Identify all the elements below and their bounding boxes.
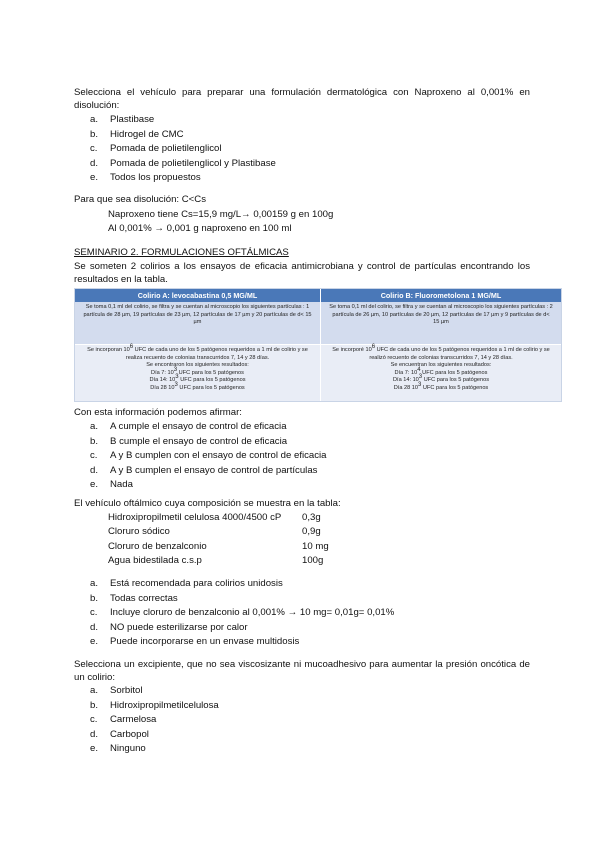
- seminar-intro: Se someten 2 colirios a los ensayos de eficacia antimicrobiana y control de partículas encontrando los resultados en la tabla.: [74, 261, 530, 285]
- component-amount: 0,9g: [302, 526, 321, 538]
- option-text: Sorbitol: [110, 685, 143, 696]
- option-text: Ninguno: [110, 743, 146, 754]
- option-marker: a.: [90, 685, 99, 696]
- option-marker: e.: [90, 172, 99, 183]
- b-day28: Día 28 $10^3$ UFC para los 5 patógenos: [393, 382, 489, 391]
- q1-calc-line-2: Al 0,001% → 0,001 g naproxeno en 100 ml: [108, 223, 292, 234]
- option-text: Está recomendada para colirios unidosis: [110, 578, 283, 589]
- a-day7: Día 7: $10^3$ UFC para los 5 patógenos: [151, 366, 244, 376]
- a-efficacy-method: Se incorporan $10^6$ UFC de cada uno de los 5 patógenos requeridos a 1 ml de colirio y se realiza recuento de colonias transcurridos 7, 14 y 28 días.: [87, 344, 308, 361]
- option-marker: a.: [90, 421, 99, 432]
- component-name: Cloruro de benzalconio: [108, 540, 207, 552]
- option-text: Hidroxipropilmetilcelulosa: [110, 699, 219, 711]
- option-text: B cumple el ensayo de control de eficacia: [110, 435, 288, 447]
- component-amount: 10 mg: [302, 540, 329, 552]
- a-day28: Día 28 $10^3$ UFC para los 5 patógenos: [150, 382, 245, 391]
- option-marker: b.: [90, 128, 99, 140]
- table-header-a: Colirio A: levocabastina 0,5 MG/ML: [75, 289, 320, 302]
- option-text: Pomada de polietilenglicol: [110, 143, 222, 154]
- option-marker: e.: [90, 479, 99, 490]
- option-text: Todos los propuestos: [110, 172, 201, 183]
- q2-question: Con esta información podemos afirmar:: [74, 407, 242, 418]
- option-text: Hidrogel de CMC: [110, 128, 184, 140]
- q3-question: El vehículo oftálmico cuya composición se muestra en la tabla:: [74, 498, 341, 509]
- option-text: Todas correctas: [110, 592, 178, 604]
- table-cell-b-efficacy: [321, 345, 561, 401]
- option-text: A y B cumplen con el ensayo de control de eficacia: [110, 450, 327, 461]
- option-marker: c.: [90, 607, 98, 618]
- component-name: Cloruro sódico: [108, 526, 170, 538]
- option-text: Carmelosa: [110, 714, 157, 725]
- b-day14: Día 14: $10^3$ UFC para los 5 patógenos: [392, 374, 489, 384]
- option-marker: e.: [90, 743, 99, 754]
- section-heading: SEMINARIO 2. FORMULACIONES OFTÁLMICAS: [74, 247, 289, 258]
- b-efficacy-method: Se incorporé $10^6$ UFC de cada uno de los 5 patógenos requeridos a 1 ml de colirio y se realizó recuento de colonias transcurridos 7, 14 y 28 días.: [332, 344, 550, 361]
- option-marker: c.: [90, 143, 98, 154]
- table-cell-b-particles: Se toma 0,1 ml del colirio, se filtra y se cuentan al microscopio los siguientes partículas : 2 partícula de 26 µm, 10 partículas de 20 µm, 12 partículas de 17 µm y 9 partículas de d< 15 µm: [321, 302, 561, 344]
- component-amount: 0,3g: [302, 512, 321, 523]
- table-divider: [320, 289, 321, 401]
- a-found: Se encontraron los siguientes resultados:: [146, 362, 249, 369]
- option-marker: b.: [90, 699, 99, 711]
- b-day7: Día 7: $10^4$ UFC para los 5 patógenos: [394, 366, 488, 376]
- option-text: Pomada de polietilenglicol y Plastibase: [110, 157, 276, 169]
- option-text: Carbopol: [110, 728, 149, 740]
- option-text: Puede incorporarse en un envase multidosis: [110, 636, 300, 647]
- table-cell-a-particles: Se toma 0,1 ml del colirio, se filtra y se cuentan al microscopio los siguientes partículas : 1 partícula de 28 µm, 19 partículas de 23 µm, 12 partículas de 17 µm y 20 partículas de d< 15 µm: [75, 302, 320, 344]
- component-amount: 100g: [302, 555, 324, 567]
- option-marker: d.: [90, 728, 99, 740]
- option-marker: d.: [90, 464, 99, 476]
- option-marker: e.: [90, 636, 99, 647]
- component-name: Hidroxipropilmetil celulosa 4000/4500 cP: [108, 512, 282, 523]
- option-text: A cumple el ensayo de control de eficacia: [110, 421, 287, 432]
- results-table: [74, 288, 562, 402]
- q4-question: Selecciona un excipiente, que no sea viscosizante ni mucoadhesivo para aumentar la presión oncótica de un colirio:: [74, 659, 530, 683]
- table-cell-a-efficacy: [75, 345, 320, 401]
- option-text: Plastibase: [110, 114, 155, 125]
- b-found: Se encuentran los siguientes resultados:: [390, 362, 492, 369]
- option-marker: b.: [90, 435, 99, 447]
- option-text: Nada: [110, 479, 133, 490]
- q1-explanation: Para que sea disolución: C<Cs: [74, 194, 206, 205]
- component-name: Agua bidestilada c.s.p: [108, 555, 202, 567]
- option-text: A y B cumplen el ensayo de control de partículas: [110, 464, 318, 476]
- option-marker: a.: [90, 578, 99, 589]
- option-marker: c.: [90, 714, 98, 725]
- q1-calc-line-1: Naproxeno tiene Cs=15,9 mg/L→ 0,00159 g en 100g: [108, 209, 334, 220]
- q1-question: Selecciona el vehículo para preparar una formulación dermatológica con Naproxeno al 0,001% en disolución:: [74, 87, 530, 111]
- option-text: Incluye cloruro de benzalconio al 0,001% → 10 mg= 0,01g= 0,01%: [110, 607, 395, 618]
- option-marker: a.: [90, 114, 99, 125]
- option-marker: b.: [90, 592, 99, 604]
- a-day14: Día 14: $10^3$ UFC para los 5 patógenos: [149, 374, 246, 384]
- option-marker: d.: [90, 621, 99, 633]
- option-marker: d.: [90, 157, 99, 169]
- option-marker: c.: [90, 450, 98, 461]
- table-header-b: Colirio B: Fluorometolona 1 MG/ML: [321, 289, 561, 302]
- option-text: NO puede esterilizarse por calor: [110, 621, 248, 633]
